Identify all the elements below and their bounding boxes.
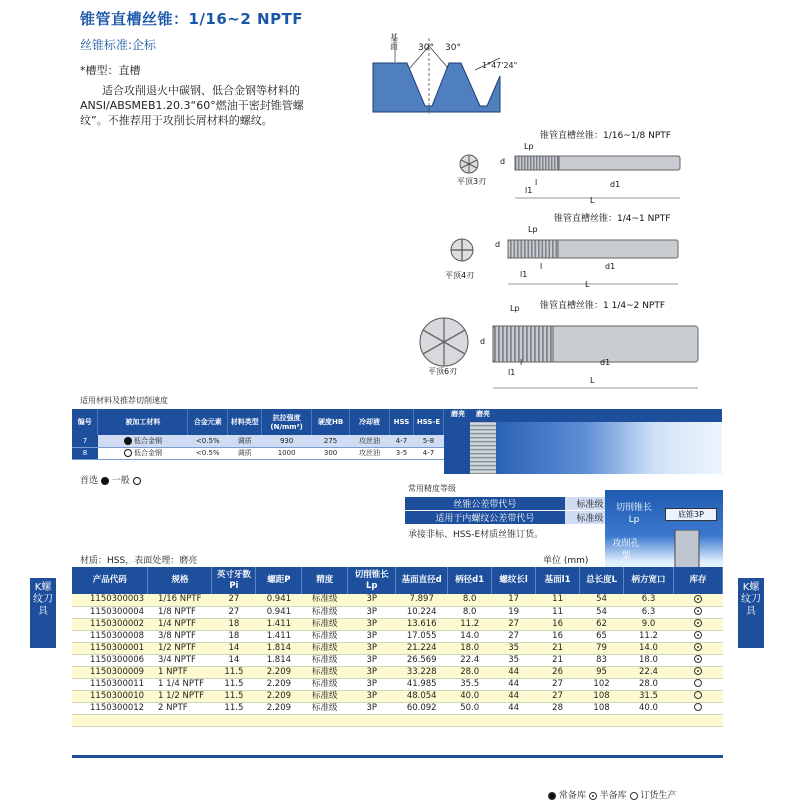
empty-cell (302, 714, 348, 726)
cell-l: 44 (492, 666, 536, 678)
empty-cell (624, 714, 674, 726)
materials-caption: 适用材料及推荐切削速度 (80, 396, 168, 405)
cell-sq: 6.3 (624, 594, 674, 606)
cell-spec: 1/16 NPTF (148, 594, 212, 606)
cell-pi: 14 (212, 654, 256, 666)
product-row (72, 642, 723, 654)
cell-p: 2.209 (256, 678, 302, 690)
cell-pi: 14 (212, 642, 256, 654)
mat-hb: 275 (312, 435, 350, 447)
cell-spec: 1 1/2 NPTF (148, 690, 212, 702)
tap-2-l: l (540, 262, 543, 271)
cell-d: 13.616 (396, 618, 448, 630)
empty-cell (673, 714, 722, 726)
cell-L: 54 (580, 594, 624, 606)
cell-grade: 标准级 (302, 702, 348, 714)
tap-1-L: L (590, 196, 595, 205)
tap-1-d1: d1 (610, 180, 621, 189)
preferred-dot-icon (124, 437, 132, 445)
cell-l1: 27 (536, 690, 580, 702)
mat-col-strength: 抗拉强度(N/mm²) (262, 409, 312, 435)
empty-cell (256, 714, 302, 726)
tap-2-flute-label: 平顶4刃 (445, 271, 475, 280)
materials-photo (444, 409, 722, 474)
cell-code: 1150300003 (72, 594, 148, 606)
cell-d: 17.055 (396, 630, 448, 642)
mat-no: 7 (72, 435, 98, 447)
cell-d1: 40.0 (448, 690, 492, 702)
description: 适合攻削退火中碳钢、低合金钢等材料的ANSI/ABSMEB1.20.3“60°燃油干密封锥管螺纹”。不推荐用于攻削长屑材料的螺纹。 (80, 84, 304, 127)
col-grade: 精度 (302, 567, 348, 594)
empty-cell (448, 714, 492, 726)
mat-hss: 4-7 (389, 435, 413, 447)
order-note: 承接非标、HSS-E材质丝锥订货。 (408, 530, 544, 540)
cell-d: 41.985 (396, 678, 448, 690)
cell-pi: 18 (212, 630, 256, 642)
product-row (72, 654, 723, 666)
empty-row (72, 714, 723, 726)
cell-stock (673, 606, 722, 618)
cell-pi: 11.5 (212, 666, 256, 678)
cell-L: 79 (580, 642, 624, 654)
cell-L: 54 (580, 606, 624, 618)
cell-d1: 8.0 (448, 606, 492, 618)
cell-d: 48.054 (396, 690, 448, 702)
made-to-order-icon (694, 679, 702, 687)
tap-1-drawing (455, 138, 695, 210)
cell-grade: 标准级 (302, 618, 348, 630)
empty-cell (536, 714, 580, 726)
tap-3-flute-label: 平顶6刃 (428, 367, 458, 376)
tap-1-l1: l1 (525, 186, 533, 195)
cell-sq: 11.2 (624, 630, 674, 642)
mat-alloy: <0.5% (188, 435, 228, 447)
tap-thread-photo (470, 422, 496, 474)
taper-angle: 1°47'24" (482, 61, 518, 70)
side-tab-left (30, 578, 56, 648)
angle-right: 30° (445, 43, 461, 53)
cell-code: 1150300006 (72, 654, 148, 666)
cell-l1: 27 (536, 678, 580, 690)
mat-coolant: 攻丝油 (350, 435, 390, 447)
cell-spec: 3/4 NPTF (148, 654, 212, 666)
cell-l: 19 (492, 606, 536, 618)
side-tab-left-label: K螺纹刀具 (33, 582, 53, 617)
cell-sq: 9.0 (624, 618, 674, 630)
cell-p: 2.209 (256, 690, 302, 702)
cell-p: 0.941 (256, 594, 302, 606)
cell-lp: 3P (348, 654, 396, 666)
cell-code: 1150300004 (72, 606, 148, 618)
cell-d1: 28.0 (448, 666, 492, 678)
mat-material: 低合金钢 (98, 447, 188, 459)
cell-l: 35 (492, 654, 536, 666)
filled-dot-icon (101, 477, 109, 485)
cell-spec: 1/2 NPTF (148, 642, 212, 654)
cell-l: 27 (492, 618, 536, 630)
cell-grade: 标准级 (302, 642, 348, 654)
unit-note: 单位 (mm) (543, 556, 589, 566)
cell-lp: 3P (348, 606, 396, 618)
cell-code: 1150300001 (72, 642, 148, 654)
cell-l1: 11 (536, 594, 580, 606)
empty-cell (212, 714, 256, 726)
semi-stock-icon (694, 607, 702, 615)
cell-d: 10.224 (396, 606, 448, 618)
tap-3-drawing (418, 306, 703, 396)
cell-p: 1.411 (256, 618, 302, 630)
angle-left: 30° (418, 43, 434, 53)
accuracy-row (405, 497, 615, 511)
cell-spec: 3/8 NPTF (148, 630, 212, 642)
col-l1: 基面l1 (536, 567, 580, 594)
cell-spec: 1 NPTF (148, 666, 212, 678)
empty-cell (348, 714, 396, 726)
semi-stock-icon (694, 595, 702, 603)
col-stock: 库存 (673, 567, 722, 594)
tap-2-drawing (440, 222, 690, 292)
mat-col-coolant: 冷却液 (350, 409, 390, 435)
mat-col-hsse: HSS-E (413, 409, 443, 435)
product-row (72, 666, 723, 678)
product-table-caption: 材质：HSS，表面处理：磨亮 (80, 556, 198, 566)
cell-code: 1150300008 (72, 630, 148, 642)
semi-stock-icon (694, 655, 702, 663)
cell-L: 83 (580, 654, 624, 666)
col-code: 产品代码 (72, 567, 148, 594)
accuracy-row (405, 511, 615, 525)
tap-1-lp: Lp (524, 142, 534, 151)
tap-2-title: 锥管直槽丝锥：1/4~1 NPTF (554, 214, 671, 224)
mat-alloy: <0.5% (188, 447, 228, 459)
mat-col-hb: 硬度HB (312, 409, 350, 435)
tap-1-l: l (535, 178, 538, 187)
cell-p: 1.814 (256, 654, 302, 666)
made-to-order-icon (630, 792, 638, 800)
accuracy-caption: 常用精度等级 (408, 484, 456, 493)
cell-d1: 11.2 (448, 618, 492, 630)
col-d1: 柄径d1 (448, 567, 492, 594)
tool-photo-background (496, 422, 722, 474)
cell-d1: 50.0 (448, 702, 492, 714)
cell-stock (673, 678, 722, 690)
accuracy-value: 标准级 (565, 511, 615, 525)
tap-2-L: L (585, 280, 590, 289)
cell-grade: 标准级 (302, 654, 348, 666)
made-to-order-icon (694, 691, 702, 699)
accuracy-key: 丝锥公差带代号 (405, 497, 565, 511)
tap-1-d: d (500, 157, 506, 166)
cell-pi: 27 (212, 606, 256, 618)
base-plane-label: 基面 (390, 33, 398, 51)
semi-stock-icon (694, 619, 702, 627)
col-square: 柄方宽口 (624, 567, 674, 594)
cell-l1: 21 (536, 642, 580, 654)
cut-length-value: 底锥3P (665, 508, 717, 521)
cell-stock (673, 594, 722, 606)
cell-p: 0.941 (256, 606, 302, 618)
legend-made-to-order: 订货生产 (640, 791, 677, 800)
cell-stock (673, 630, 722, 642)
cell-lp: 3P (348, 618, 396, 630)
cell-lp: 3P (348, 630, 396, 642)
cell-l: 44 (492, 690, 536, 702)
mat-type: 调质 (228, 447, 262, 459)
photo-header-right: 磨亮 (476, 410, 490, 418)
cell-spec: 1/4 NPTF (148, 618, 212, 630)
product-table (72, 567, 723, 727)
cell-sq: 6.3 (624, 606, 674, 618)
cell-d: 21.224 (396, 642, 448, 654)
empty-cell (148, 714, 212, 726)
empty-cell (492, 714, 536, 726)
tap-2-d: d (495, 240, 501, 249)
semi-stock-icon (589, 792, 597, 800)
cell-lp: 3P (348, 690, 396, 702)
cell-d1: 18.0 (448, 642, 492, 654)
cell-lp: 3P (348, 678, 396, 690)
mat-type: 调质 (228, 435, 262, 447)
cell-d1: 35.5 (448, 678, 492, 690)
standard-subtitle: 丝锥标准:企标 (80, 38, 157, 52)
product-row (72, 630, 723, 642)
accuracy-value: 标准级 (565, 497, 615, 511)
cell-l1: 11 (536, 606, 580, 618)
semi-stock-icon (694, 667, 702, 675)
cell-code: 1150300010 (72, 690, 148, 702)
cell-lp: 3P (348, 642, 396, 654)
tap-3-title: 锥管直槽丝锥：1 1/4~2 NPTF (540, 301, 666, 311)
tap-3-lp: Lp (510, 304, 520, 313)
mat-strength: 1000 (262, 447, 312, 459)
in-stock-icon (548, 792, 556, 800)
cut-length-label: 切削锥长Lp (615, 503, 652, 525)
semi-stock-icon (694, 643, 702, 651)
empty-cell (72, 714, 148, 726)
cell-L: 65 (580, 630, 624, 642)
open-circle-icon (133, 477, 141, 485)
tap-1-title: 锥管直槽丝锥：1/16~1/8 NPTF (540, 131, 671, 141)
cell-l1: 16 (536, 618, 580, 630)
hole-type-label: 攻削孔型 (612, 539, 640, 561)
mat-col-type: 材料类型 (228, 409, 262, 435)
mat-hsse: 5-8 (413, 435, 443, 447)
cell-d1: 14.0 (448, 630, 492, 642)
cell-grade: 标准级 (302, 690, 348, 702)
cell-stock (673, 618, 722, 630)
accuracy-table (405, 497, 615, 525)
empty-cell (396, 714, 448, 726)
accuracy-key: 适用于内螺纹公差带代号 (405, 511, 565, 525)
cell-L: 102 (580, 678, 624, 690)
col-lp: 切削锥长Lp (348, 567, 396, 594)
cell-l1: 16 (536, 630, 580, 642)
mat-col-no: 编号 (72, 409, 98, 435)
cell-grade: 标准级 (302, 666, 348, 678)
cell-L: 95 (580, 666, 624, 678)
legend-semi-stock: 半备库 (599, 791, 627, 800)
thread-profile-figure (365, 28, 505, 118)
side-tab-right-label: K螺纹刀具 (741, 582, 761, 617)
groove-type: *槽型：直槽 (80, 64, 141, 77)
mat-strength: 930 (262, 435, 312, 447)
photo-header-left: 磨亮 (451, 410, 465, 418)
general-circle-icon (124, 449, 132, 457)
product-row (72, 678, 723, 690)
cell-sq: 40.0 (624, 702, 674, 714)
mat-col-hss: HSS (389, 409, 413, 435)
cell-sq: 22.4 (624, 666, 674, 678)
cell-d: 33.228 (396, 666, 448, 678)
cell-stock (673, 702, 722, 714)
tap-2-l1: l1 (520, 270, 528, 279)
mat-hss: 3-5 (389, 447, 413, 459)
tap-3-L: L (590, 376, 595, 385)
mat-no: 8 (72, 447, 98, 459)
thread-profile-diagram (365, 28, 518, 118)
cell-pi: 18 (212, 618, 256, 630)
legend-in-stock: 常备库 (558, 791, 586, 800)
cell-sq: 31.5 (624, 690, 674, 702)
tap-3-d: d (480, 337, 486, 346)
cell-sq: 18.0 (624, 654, 674, 666)
cell-l1: 28 (536, 702, 580, 714)
cell-lp: 3P (348, 702, 396, 714)
table-bottom-rule (72, 755, 723, 758)
cell-L: 62 (580, 618, 624, 630)
cell-lp: 3P (348, 594, 396, 606)
cell-L: 108 (580, 690, 624, 702)
cell-spec: 2 NPTF (148, 702, 212, 714)
cell-l: 44 (492, 702, 536, 714)
cell-sq: 28.0 (624, 678, 674, 690)
cell-grade: 标准级 (302, 594, 348, 606)
cell-pi: 11.5 (212, 690, 256, 702)
tap-3-l1: l1 (508, 368, 516, 377)
product-row (72, 690, 723, 702)
col-l: 螺纹长l (492, 567, 536, 594)
tap-1-flute-label: 平顶3刃 (457, 177, 487, 186)
cell-spec: 1/8 NPTF (148, 606, 212, 618)
cell-grade: 标准级 (302, 630, 348, 642)
col-total: 总长度L (580, 567, 624, 594)
cell-pi: 27 (212, 594, 256, 606)
cell-stock (673, 666, 722, 678)
cell-p: 2.209 (256, 666, 302, 678)
cell-code: 1150300012 (72, 702, 148, 714)
cell-l1: 21 (536, 654, 580, 666)
product-row (72, 702, 723, 714)
cell-d: 60.092 (396, 702, 448, 714)
product-row (72, 618, 723, 630)
cell-sq: 14.0 (624, 642, 674, 654)
tap-3-d1: d1 (600, 358, 611, 367)
cell-d: 7.897 (396, 594, 448, 606)
cell-lp: 3P (348, 666, 396, 678)
cell-p: 1.814 (256, 642, 302, 654)
tap-2-lp: Lp (528, 225, 538, 234)
col-pi: 英寸牙数Pi (212, 567, 256, 594)
cell-l: 35 (492, 642, 536, 654)
material-row (72, 435, 444, 447)
cell-p: 2.209 (256, 702, 302, 714)
materials-table (72, 409, 444, 460)
cell-l1: 26 (536, 666, 580, 678)
mat-material: 低合金钢 (98, 435, 188, 447)
stock-legend (548, 788, 676, 800)
cell-code: 1150300002 (72, 618, 148, 630)
cell-stock (673, 642, 722, 654)
cell-d1: 22.4 (448, 654, 492, 666)
page-title: 锥管直槽丝锥：1/16~2 NPTF (80, 10, 304, 28)
side-tab-right (738, 578, 764, 648)
materials-legend (80, 473, 141, 486)
col-spec: 规格 (148, 567, 212, 594)
mat-hsse: 4-7 (413, 447, 443, 459)
mat-col-alloy: 合金元素 (188, 409, 228, 435)
cell-l: 44 (492, 678, 536, 690)
legend-general-label: 一般 (111, 476, 130, 486)
mat-coolant: 攻丝油 (350, 447, 390, 459)
cell-pi: 11.5 (212, 702, 256, 714)
mat-hb: 300 (312, 447, 350, 459)
product-row (72, 594, 723, 606)
product-row (72, 606, 723, 618)
legend-first-label: 首选 (80, 476, 99, 486)
cell-d: 26.569 (396, 654, 448, 666)
mat-col-material: 被加工材料 (98, 409, 188, 435)
cell-l: 17 (492, 594, 536, 606)
cell-L: 108 (580, 702, 624, 714)
cell-grade: 标准级 (302, 678, 348, 690)
cell-spec: 1 1/4 NPTF (148, 678, 212, 690)
tap-2-d1: d1 (605, 262, 616, 271)
cell-grade: 标准级 (302, 606, 348, 618)
cell-d1: 8.0 (448, 594, 492, 606)
cell-l: 27 (492, 630, 536, 642)
cell-pi: 11.5 (212, 678, 256, 690)
cell-code: 1150300011 (72, 678, 148, 690)
col-p: 螺距P (256, 567, 302, 594)
semi-stock-icon (694, 631, 702, 639)
col-d: 基面直径d (396, 567, 448, 594)
empty-cell (580, 714, 624, 726)
made-to-order-icon (694, 703, 702, 711)
material-row (72, 447, 444, 459)
cell-stock (673, 654, 722, 666)
tap-3-l: l (520, 358, 523, 367)
cell-stock (673, 690, 722, 702)
cell-code: 1150300009 (72, 666, 148, 678)
cell-p: 1.411 (256, 630, 302, 642)
